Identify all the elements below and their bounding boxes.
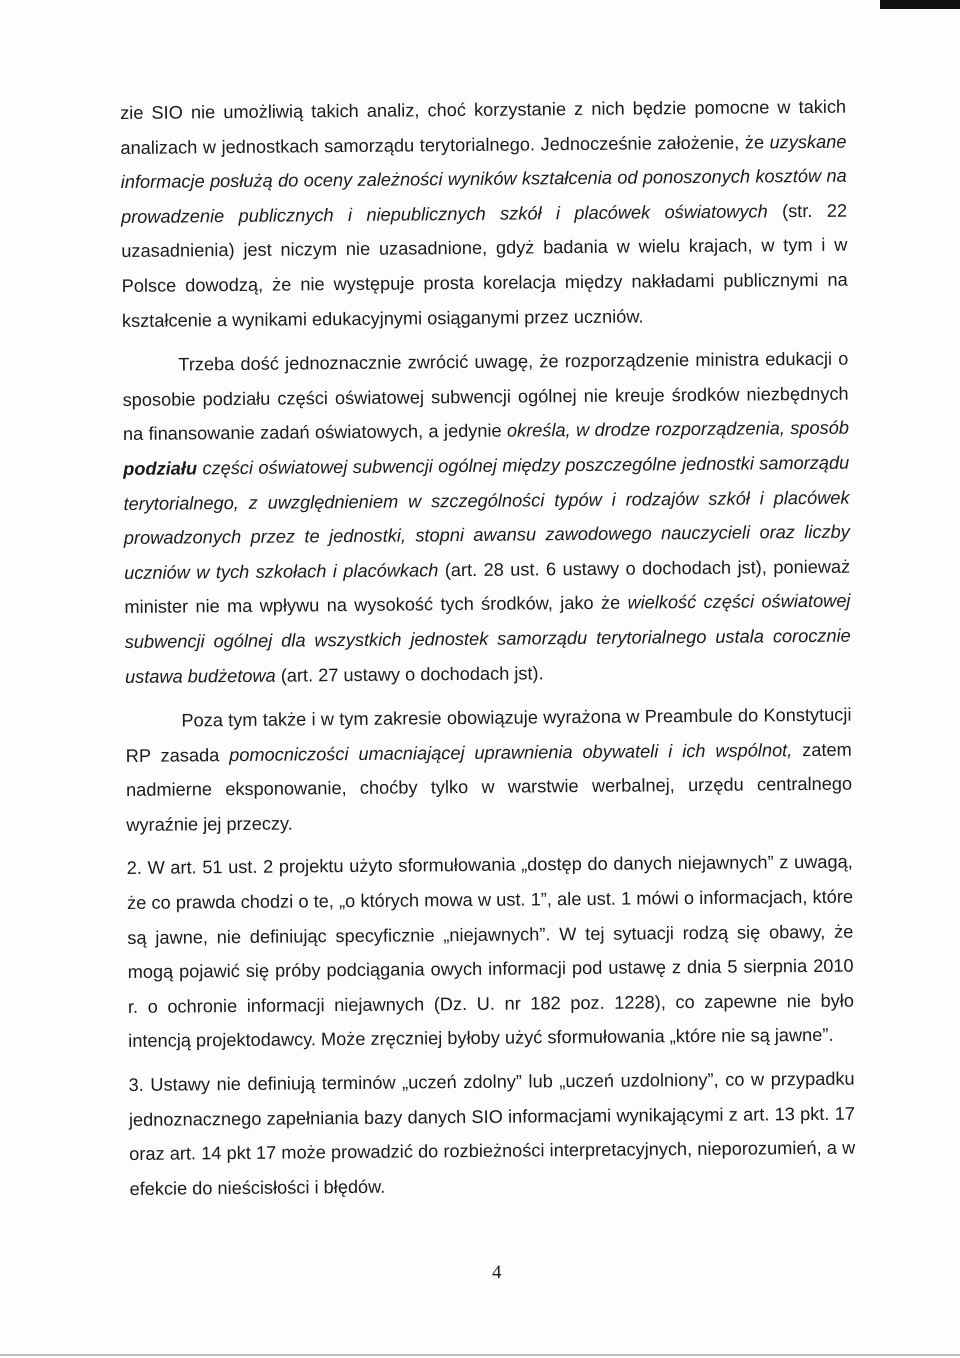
paragraph-point-3 bbox=[128, 1062, 855, 1207]
paragraph-constitution bbox=[125, 698, 852, 843]
scan-corner-mark bbox=[880, 0, 960, 9]
text-run: (art. 27 ustawy o dochodach jst). bbox=[275, 662, 544, 686]
scan-bottom-edge bbox=[0, 1354, 960, 1356]
text-run: (str. 22 uzasadnienia) jest niczym nie uzasadnione, gdyż badania w wielu krajach, w tym i w Polsce dowodzą, że nie występuje prosta korelacja między nakładami publicznymi na kształcenie a wynikami edukacyjnymi osiąganymi przez uczniów. bbox=[121, 200, 848, 331]
paragraph-point-2 bbox=[127, 845, 855, 1059]
page-body bbox=[120, 90, 856, 1207]
text-run-italic: określa, w drodze rozporządzenia, sposób bbox=[506, 417, 850, 441]
text-run-italic: wielkość części oświatowej subwencji ogólnej dla wszystkich jednostek samorządu terytorialnego ustala corocznie ustawa budżetowa bbox=[124, 590, 851, 687]
paragraph-regulation bbox=[122, 342, 851, 694]
paragraph-sio-analysis bbox=[120, 90, 848, 338]
text-run: 3. Ustawy nie definiują terminów „uczeń zdolny” lub „uczeń uzdolniony”, co w przypadku jednoznacznego zapełniania bazy danych SIO informacjami wynikającymi z art. 13 pkt. 17 oraz art. 14 pkt 17 może prowadzić do rozbieżności interpretacyjnych, nieporozumień, a w efekcie do nieścisłości i błędów. bbox=[128, 1068, 856, 1199]
text-run-italic: uzyskane informacje posłużą do oceny zależności wyników kształcenia od ponoszonych kosztów na prowadzenie publicznych i niepublicznych szkół i placówek oświatowych bbox=[120, 131, 847, 227]
text-run-italic: pomocniczości umacniającej uprawnienia obywateli i ich wspólnot, bbox=[229, 739, 793, 765]
text-run: (art. 28 ust. 6 ustawy o dochodach jst), ponieważ minister nie ma wpływu na wysokość tych środków, jako że bbox=[124, 556, 851, 618]
text-run: zatem nadmierne eksponowanie, choćby tylko w warstwie werbalnej, urzędu centralnego wyraźnie jej przeczy. bbox=[125, 739, 853, 835]
page-number: 4 bbox=[492, 1262, 502, 1283]
text-run: Poza tym także i w tym zakresie obowiązuje wyrażona w Preambule do Konstytucji RP zasada bbox=[125, 704, 852, 766]
text-run-bold-italic: podziału bbox=[123, 458, 198, 479]
text-run: Trzeba dość jednoznacznie zwrócić uwagę, że rozporządzenie ministra edukacji o sposobie podziału części oświatowej subwencji ogólnej nie kreuje środków niezbędnych na finansowanie zadań oświatowych, a jedynie bbox=[122, 348, 849, 445]
text-run: 2. W art. 51 ust. 2 projektu użyto sformułowania „dostęp do danych niejawnych” z uwagą, że co prawda chodzi o te, „o których mowa w ust. 1”, ale ust. 1 mówi o informacjach, które są jawne, nie definiując specyficznie „niejawnych”. W tej sytuacji rodzą się obawy, że mogą pojawić się próby podciągania owych informacji pod ustawę z dnia 5 sierpnia 2010 r. o ochronie informacji niejawnych (Dz. U. nr 182 poz. 1228), co zapewne nie było intencją projektodawcy. Może zręczniej byłoby użyć sformułowania „które nie są jawne”. bbox=[126, 852, 855, 1052]
text-run-italic: części oświatowej subwencji ogólnej między poszczególne jednostki samorządu terytorialnego, z uwzględnieniem w szczególności typów i rodzajów szkół i placówek prowadzonych przez te jednostki, stopni awansu zawodowego nauczycieli oraz liczby uczniów w tych szkołach i placówkach bbox=[123, 452, 850, 583]
text-run: zie SIO nie umożliwią takich analiz, choć korzystanie z nich będzie pomocne w takich analizach w jednostkach samorządu terytorialnego. Jednocześnie założenie, że bbox=[120, 96, 847, 158]
